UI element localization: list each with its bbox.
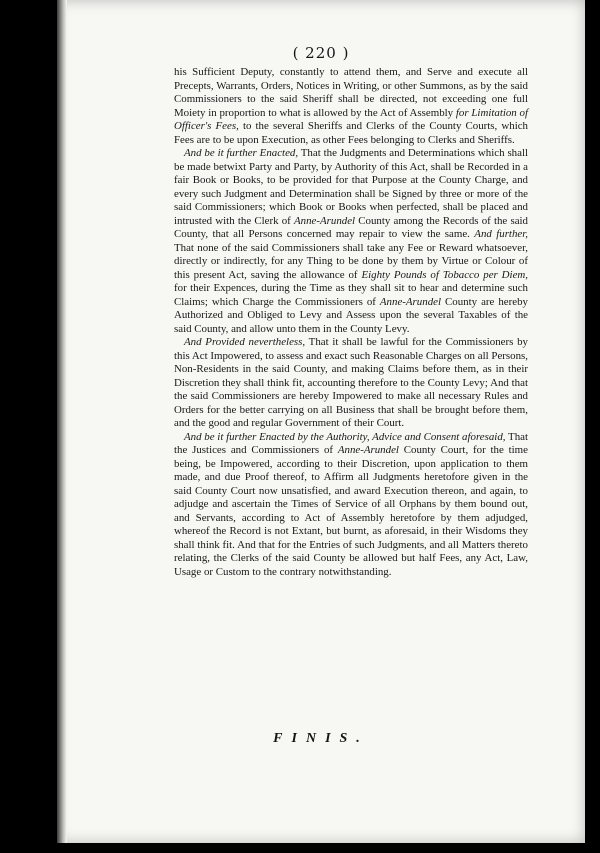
finis-closing: FINIS.	[273, 731, 369, 746]
text-run: That none of the said Commissioners shall take any Fee or Reward whatsoever, directly or indirectly, for any Thing to be done by them by Virtue or Colour of this present Act, saving the allowance of	[174, 241, 528, 281]
italic-text-run: for Limitation of Officer's Fees,	[174, 106, 528, 132]
text-run: That it shall be lawful for the Commissioners by this Act Impowered, to assess and exact such Reasonable Charges on all Persons, Non-Residents in the said County, and making Claims before them, as in their Discretion they shall think fit, accounting therefore to the County Levy; And that the said Commissioners are hereby Impowered to make all necessary Rules and Orders for the better carrying on all Business that shall be brought before them, and the good and regular Government of their Court.	[174, 336, 528, 429]
text-run: his Sufficient Deputy, constantly to attend them, and Serve and execute all Precepts, Warrants, Orders, Notices in Writing, or other Summons, as by the said Commissioners to the said Sheriff shall be directed, not exceeding one full Moiety in proportion to what is allowed by the Act of Assembly	[174, 66, 528, 119]
italic-text-run: Anne-Arundel	[337, 444, 399, 456]
body-text	[174, 66, 528, 579]
italic-text-run: Anne-Arundel	[293, 214, 356, 227]
paragraph	[174, 336, 528, 431]
page-gutter	[57, 0, 67, 843]
paragraph	[174, 147, 528, 336]
italic-text-run: Eighty Pounds of Tobacco per Diem,	[361, 268, 528, 281]
page-number: ( 220 )	[292, 44, 350, 62]
paragraph	[174, 66, 528, 147]
italic-text-run: And Provided nevertheless,	[184, 336, 306, 348]
italic-text-run: Anne-Arundel	[379, 295, 441, 308]
book-page	[57, 0, 585, 843]
italic-text-run: And be it further Enacted,	[184, 147, 299, 159]
paragraph	[174, 431, 528, 580]
text-run: for their Expences, during the Time as they shall sit to hear and determine such Claims; which Charge the Commissioners of	[174, 282, 528, 308]
text-run: That the Justices and Commissioners of	[174, 430, 528, 456]
text-run: That the Judgments and Determinations which shall be made betwixt Party and Party, by Authority of this Act, shall be Recorded in a fair Book or Books, to be provided for that Purpose at the County Charge, and every such Judgment and Determination shall be Signed by three or more of the said Commissioners; which Book or Books when perfected, shall be placed and intrusted with the Clerk of	[174, 147, 529, 227]
text-run: County among the Records of the said County, that all Persons concerned may repair to view the same.	[174, 214, 528, 240]
text-run: County Court, for the time being, be Impowered, according to their Discretion, upon application to them made, and due Proof thereof, to Affirm all Judgments heretofore given in the said County Court now unsatisfied, and award Execution thereon, and again, to adjudge and ascertain the Times of Service of all Orphans by them bound out, and Servants, according to Act of Assembly heretofore by them adjudged, whereof the Record is not Extant, but burnt, as aforesaid, in their Wisdoms they shall think fit. And that for the Entries of such Judgments, and all Matters thereto relating, the Clerks of the said County be allowed but half Fees, any Act, Law, Usage or Custom to the contrary notwithstanding.	[174, 444, 528, 578]
text-run: to the several Sheriffs and Clerks of the County Courts, which Fees are to be upon Execution, as other Fees belonging to Clerks and Sheriffs.	[174, 120, 529, 146]
italic-text-run: And be it further Enacted by the Authority, Advice and Consent aforesaid,	[184, 430, 506, 443]
text-run: County are hereby Authorized and Obliged to Levy and Assess upon the several Taxables of the said County, and allow unto them in the County Levy.	[174, 295, 528, 335]
italic-text-run: And further,	[474, 228, 528, 240]
